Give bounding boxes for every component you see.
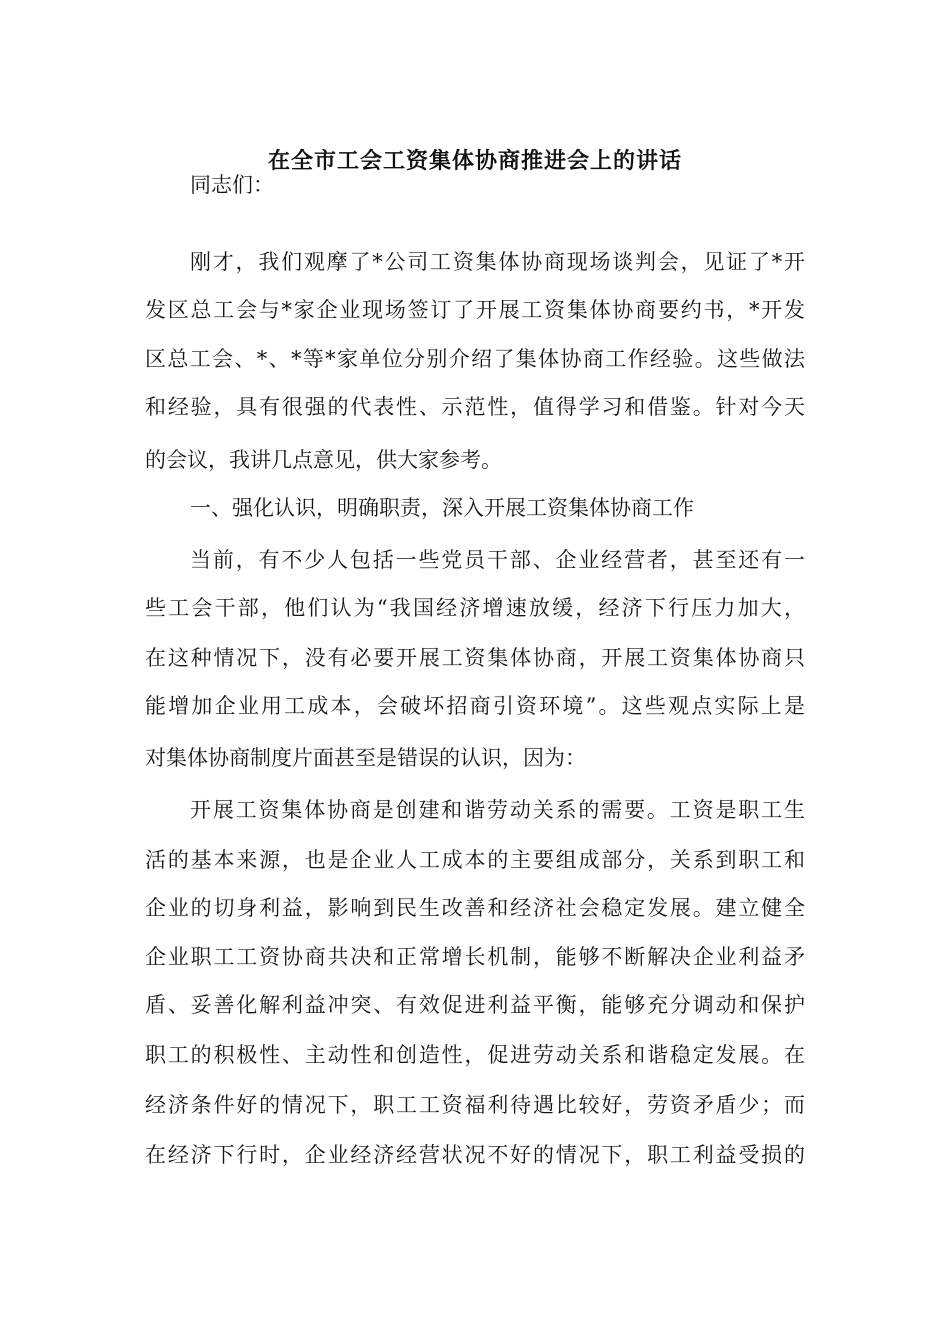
text-line: 企业职工工资协商共决和正常增长机制，能够不断解决企业利益矛: [145, 945, 805, 969]
document-title: 在全市工会工资集体协商推进会上的讲话: [267, 149, 682, 174]
text-line: 经济条件好的情况下，职工工资福利待遇比较好，劳资矛盾少；而: [145, 1093, 805, 1117]
text-line: 职工的积极性、主动性和创造性，促进劳动关系和谐稳定发展。在: [145, 1043, 805, 1067]
text-line: 开展工资集体协商是创建和谐劳动关系的需要。工资是职工生: [190, 798, 805, 822]
text-line: 些工会干部，他们认为“我国经济增速放缓，经济下行压力加大，: [145, 596, 805, 620]
text-line: 发区总工会与*家企业现场签订了开展工资集体协商要约书，*开发: [145, 298, 805, 322]
text-line: 能增加企业用工成本，会破坏招商引资环境”。这些观点实际上是: [145, 694, 805, 718]
text-line: 盾、妥善化解利益冲突、有效促进利益平衡，能够充分调动和保护: [145, 993, 805, 1017]
text-line: 在这种情况下，没有必要开展工资集体协商，开展工资集体协商只: [145, 646, 805, 670]
text-line: 当前，有不少人包括一些党员干部、企业经营者，甚至还有一: [190, 548, 805, 572]
text-line: 的会议，我讲几点意见，供大家参考。: [145, 448, 502, 472]
text-line: 企业的切身利益，影响到民生改善和经济社会稳定发展。建立健全: [145, 896, 805, 920]
text-line: 对集体协商制度片面甚至是错误的认识，因为：: [145, 746, 586, 770]
salutation: 同志们：: [190, 173, 274, 197]
text-line: 和经验，具有很强的代表性、示范性，值得学习和借鉴。针对今天: [145, 395, 805, 419]
text-line: 在经济下行时，企业经济经营状况不好的情况下，职工利益受损的: [145, 1143, 805, 1167]
section-heading: 一、强化认识，明确职责，深入开展工资集体协商工作: [190, 496, 694, 520]
text-line: 刚才，我们观摩了*公司工资集体协商现场谈判会，见证了*开: [190, 250, 805, 274]
text-line: 活的基本来源，也是企业人工成本的主要组成部分，关系到职工和: [145, 848, 805, 872]
text-line: 区总工会、*、*等*家单位分别介绍了集体协商工作经验。这些做法: [145, 347, 805, 371]
